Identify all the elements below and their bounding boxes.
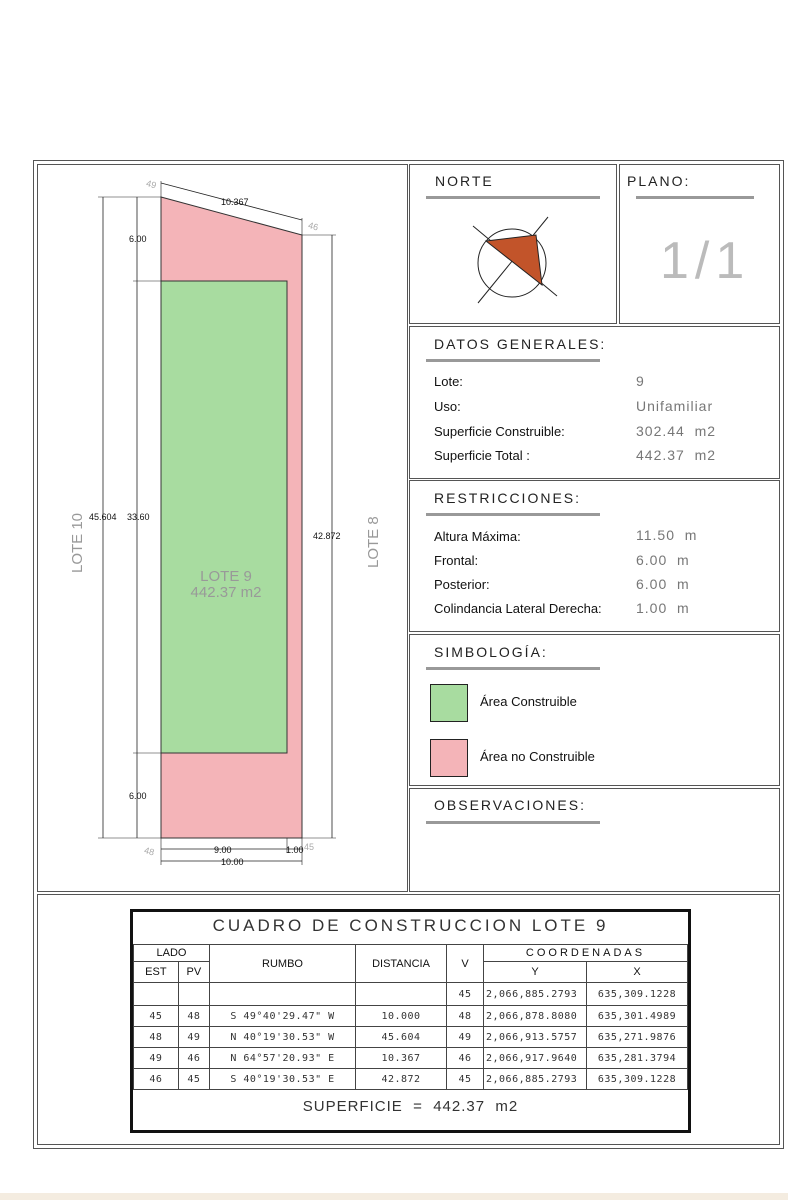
datos-label: Superficie Construible: — [434, 424, 565, 439]
cuadro-table — [133, 944, 688, 1090]
simbologia-title: SIMBOLOGÍA: — [434, 644, 548, 660]
datos-label: Superficie Total : — [434, 448, 530, 463]
plano-title: PLANO: — [627, 173, 691, 189]
cell-y: 2,066,885.2793 — [484, 983, 587, 1006]
dim-top: 10.367 — [221, 197, 249, 207]
cell-est: 45 — [134, 1006, 179, 1027]
cuadro-table-frame — [130, 909, 691, 1133]
datos-generales-title: DATOS GENERALES: — [434, 336, 607, 352]
datos-value: 9 — [636, 373, 645, 389]
vertex-label: 45 — [304, 842, 315, 852]
dim-bottom-side: 1.00 — [286, 845, 304, 855]
divider — [636, 196, 754, 199]
col-header: EST — [134, 962, 179, 983]
lot-drawing — [38, 165, 407, 891]
cell-rumbo: S 40°19'30.53" E — [210, 1069, 356, 1090]
cell-distancia: 10.000 — [356, 1006, 447, 1027]
cell-pv — [178, 983, 209, 1006]
north-arrow-icon — [410, 165, 616, 323]
cell-pv: 48 — [178, 1006, 209, 1027]
cell-pv: 46 — [178, 1048, 209, 1069]
cell-rumbo: S 49°40'29.47" W — [210, 1006, 356, 1027]
superficie-total: SUPERFICIE = 442.37 m2 — [302, 1098, 519, 1115]
construible-area — [161, 281, 287, 753]
cell-distancia — [356, 983, 447, 1006]
cell-v: 49 — [447, 1027, 484, 1048]
plano-value: 1/1 — [660, 232, 751, 290]
datos-value: 442.37 m2 — [636, 447, 717, 463]
divider — [426, 667, 600, 670]
vertex-label: 49 — [145, 178, 158, 191]
simbologia-panel — [409, 634, 780, 786]
restriccion-value: 6.00 m — [636, 576, 690, 592]
cell-distancia: 42.872 — [356, 1069, 447, 1090]
datos-generales-panel — [409, 326, 780, 479]
observaciones-title: OBSERVACIONES: — [434, 797, 586, 813]
dim-bottom-total: 10.00 — [221, 857, 244, 867]
lote-left-label: LOTE 10 — [69, 512, 86, 573]
norte-title: NORTE — [435, 173, 494, 189]
col-header: V — [447, 945, 484, 983]
restricciones-title: RESTRICCIONES: — [434, 490, 582, 506]
no-construible-swatch — [430, 739, 468, 777]
cell-rumbo: N 64°57'20.93" E — [210, 1048, 356, 1069]
table-row — [134, 1048, 688, 1069]
table-row — [134, 1006, 688, 1027]
dim-bottom-inner: 9.00 — [214, 845, 232, 855]
cell-est: 48 — [134, 1027, 179, 1048]
cell-distancia: 10.367 — [356, 1048, 447, 1069]
cell-v: 45 — [447, 1069, 484, 1090]
col-header: Y — [484, 962, 587, 983]
norte-panel — [409, 164, 617, 324]
table-row — [134, 983, 688, 1006]
cell-rumbo — [210, 983, 356, 1006]
cell-x: 635,309.1228 — [587, 983, 688, 1006]
table-row — [134, 1069, 688, 1090]
dim-front-upper: 6.00 — [129, 234, 147, 244]
cell-est — [134, 983, 179, 1006]
vertex-label: 48 — [143, 845, 156, 858]
col-header: DISTANCIA — [356, 945, 447, 983]
cuadro-panel — [37, 894, 780, 1145]
simbologia-label: Área Construible — [480, 694, 577, 709]
datos-label: Lote: — [434, 374, 463, 389]
cell-pv: 45 — [178, 1069, 209, 1090]
divider — [426, 359, 600, 362]
restriccion-value: 6.00 m — [636, 552, 690, 568]
divider — [426, 821, 600, 824]
col-header: RUMBO — [210, 945, 356, 983]
dim-left-total: 45.604 — [89, 512, 117, 522]
restriccion-label: Altura Máxima: — [434, 529, 521, 544]
lote-right-label: LOTE 8 — [365, 516, 382, 568]
cell-v: 45 — [447, 983, 484, 1006]
cell-distancia: 45.604 — [356, 1027, 447, 1048]
datos-label: Uso: — [434, 399, 461, 414]
plano-panel — [619, 164, 780, 324]
cell-y: 2,066,885.2793 — [484, 1069, 587, 1090]
restriccion-label: Colindancia Lateral Derecha: — [434, 601, 602, 616]
datos-value: Unifamiliar — [636, 398, 714, 414]
cell-y: 2,066,917.9640 — [484, 1048, 587, 1069]
cell-v: 46 — [447, 1048, 484, 1069]
cell-x: 635,309.1228 — [587, 1069, 688, 1090]
drawing-panel — [37, 164, 408, 892]
restriccion-value: 11.50 m — [636, 527, 698, 543]
cell-rumbo: N 40°19'30.53" W — [210, 1027, 356, 1048]
col-header: PV — [178, 962, 209, 983]
cell-pv: 49 — [178, 1027, 209, 1048]
cuadro-title: CUADRO DE CONSTRUCCION LOTE 9 — [212, 916, 609, 935]
restriccion-value: 1.00 m — [636, 600, 690, 616]
cell-x: 635,301.4989 — [587, 1006, 688, 1027]
cell-x: 635,271.9876 — [587, 1027, 688, 1048]
simbologia-label: Área no Construible — [480, 749, 595, 764]
restriccion-label: Posterior: — [434, 577, 490, 592]
col-header: COORDENADAS — [484, 945, 688, 962]
divider — [426, 513, 600, 516]
lote-center-area: 442.37 m2 — [190, 584, 262, 601]
cell-x: 635,281.3794 — [587, 1048, 688, 1069]
cell-y: 2,066,878.8080 — [484, 1006, 587, 1027]
cell-v: 48 — [447, 1006, 484, 1027]
datos-value: 302.44 m2 — [636, 423, 717, 439]
cell-y: 2,066,913.5757 — [484, 1027, 587, 1048]
cell-est: 49 — [134, 1048, 179, 1069]
observaciones-panel — [409, 788, 780, 892]
restriccion-label: Frontal: — [434, 553, 479, 568]
vertex-label: 46 — [307, 220, 320, 233]
col-header: LADO — [134, 945, 210, 962]
dim-left-mid: 33.60 — [127, 512, 150, 522]
lote-center-name: LOTE 9 — [200, 568, 252, 585]
bottom-strip — [0, 1193, 788, 1200]
cell-est: 46 — [134, 1069, 179, 1090]
dim-right-total: 42.872 — [313, 531, 341, 541]
table-row — [134, 1027, 688, 1048]
construible-swatch — [430, 684, 468, 722]
dim-front-lower: 6.00 — [129, 791, 147, 801]
restricciones-panel — [409, 480, 780, 632]
col-header: X — [587, 962, 688, 983]
